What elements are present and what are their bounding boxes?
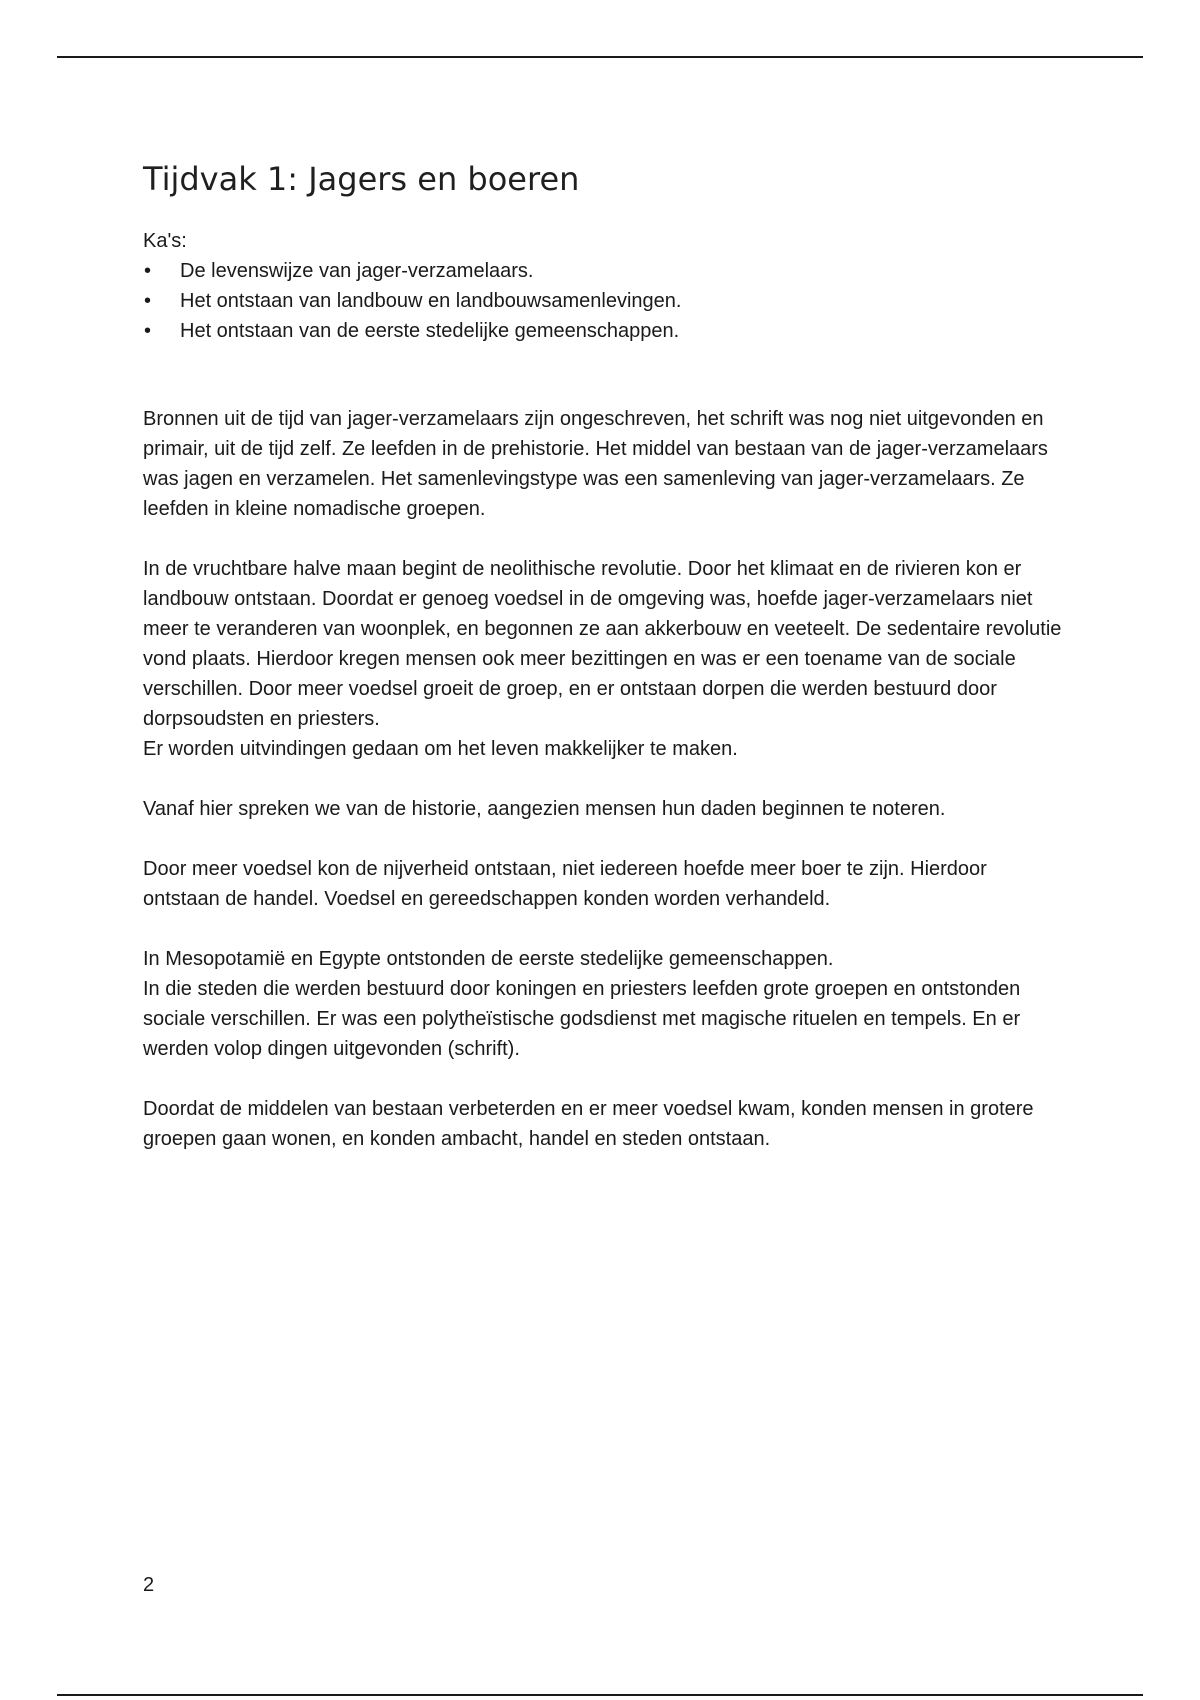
list-item [143, 286, 1063, 316]
page-number: 2 [143, 1574, 155, 1596]
paragraph-neolithische-revolutie: In de vruchtbare halve maan begint de neolithische revolutie. Door het klimaat en de rivieren kon er landbouw ontstaan. Doordat er genoeg voedsel in de omgeving was, hoefde jager-verzamelaars niet meer te veranderen van woonplek, en begonnen ze aan akkerbouw en veeteelt. De sedentaire revolutie vond plaats. Hierdoor kregen mensen ook meer bezittingen en was er een toename van de sociale verschillen. Door meer voedsel groeit de groep, en er ontstaan dorpen die werden bestuurd door dorpsoudsten en priesters. Er worden uitvindingen gedaan om het leven makkelijker te maken. [143, 558, 1062, 761]
kas-label: Ka's: [143, 230, 187, 253]
page-content [143, 160, 1063, 1184]
page-title: Tijdvak 1: Jagers en boeren [143, 160, 580, 198]
paragraph-bronnen: Bronnen uit de tijd van jager-verzamelaars zijn ongeschreven, het schrift was nog niet uitgevonden en primair, uit de tijd zelf. Ze leefden in de prehistorie. Het middel van bestaan van de jager-verzamelaars was jagen en verzamelen. Het samenlevingstype was een samenleving van jager-verzamelaars. Ze leefden in kleine nomadische groepen. [143, 408, 1048, 521]
paragraph-nijverheid: Door meer voedsel kon de nijverheid ontstaan, niet iedereen hoefde meer boer te zijn. Hierdoor ontstaan de handel. Voedsel en gereedschappen konden worden verhandeld. [143, 858, 987, 911]
list-item [143, 256, 1063, 286]
paragraph-historie: Vanaf hier spreken we van de historie, aangezien mensen hun daden beginnen te noteren. [143, 798, 946, 821]
list-item [143, 316, 1063, 346]
list-item-text: Het ontstaan van de eerste stedelijke gemeenschappen. [180, 320, 680, 343]
bullet-icon: • [144, 290, 152, 313]
kas-list [143, 256, 1063, 346]
bullet-icon: • [144, 260, 152, 283]
list-item-text: De levenswijze van jager-verzamelaars. [180, 260, 534, 283]
header-rule [57, 56, 1143, 58]
paragraph-conclusie: Doordat de middelen van bestaan verbeterden en er meer voedsel kwam, konden mensen in grotere groepen gaan wonen, en konden ambacht, handel en steden ontstaan. [143, 1098, 1034, 1151]
footer-rule [57, 1694, 1143, 1696]
list-item-text: Het ontstaan van landbouw en landbouwsamenlevingen. [180, 290, 682, 313]
body-text [143, 404, 1063, 1154]
bullet-icon: • [144, 320, 152, 343]
paragraph-stedelijke-gemeenschappen: In Mesopotamië en Egypte ontstonden de eerste stedelijke gemeenschappen. In die steden die werden bestuurd door koningen en priesters leefden grote groepen en ontstonden sociale verschillen. Er was een polytheïstische godsdienst met magische rituelen en tempels. En er werden volop dingen uitgevonden (schrift). [143, 948, 1021, 1061]
